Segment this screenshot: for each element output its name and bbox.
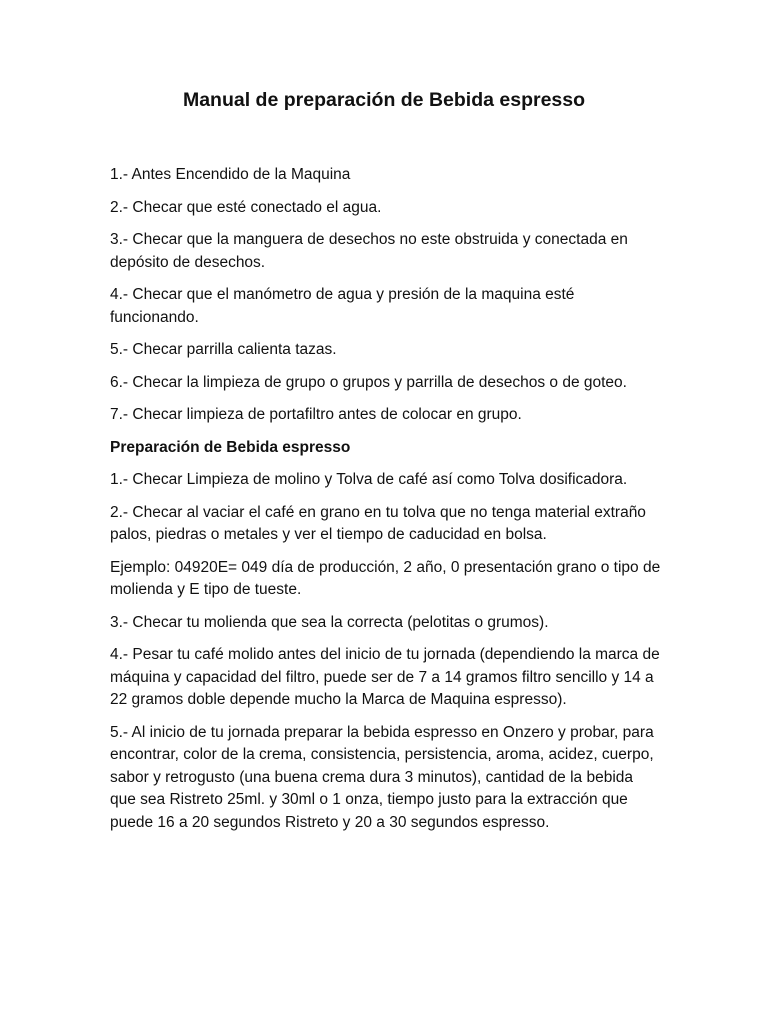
paragraph: 5.- Checar parrilla calienta tazas. [110,341,337,358]
paragraph: 2.- Checar que esté conectado el agua. [110,198,382,216]
paragraph: 7.- Checar limpieza de portafiltro antes de colocar en grupo. [110,406,522,423]
document-title: Manual de preparación de Bebida espresso [182,89,586,111]
paragraph: 4.- Checar que el manómetro de agua y presión de la maquina esté funcionando. [110,286,575,326]
paragraph: 1.- Checar Limpieza de molino y Tolva de café así como Tolva dosificadora. [110,471,628,488]
paragraph: 2.- Checar al vaciar el café en grano en tu tolva que no tenga material extraño palos, piedras o metales y ver el tiempo de caducidad en bolsa. [110,503,646,543]
paragraph: 6.- Checar la limpieza de grupo o grupos y parrilla de desechos o de goteo. [110,373,627,391]
paragraph: 1.- Antes Encendido de la Maquina [110,166,351,183]
paragraph: 5.- Al inicio de tu jornada preparar la bebida espresso en Onzero y probar, para encontrar, color de la crema, consistencia, persistencia, aroma, acidez, cuerpo, sabor y retrogusto (una buena crema dura 3 minutos), cantidad de la bebida que sea Ristreto 25ml. y 30ml o 1 onza, tiempo justo para la extracción que puede 16 a 20 segundos Ristreto y 20 a 30 segundos espresso. [110,723,654,831]
paragraph: 4.- Pesar tu café molido antes del inicio de tu jornada (dependiendo la marca de máquina y capacidad del filtro, puede ser de 7 a 14 gramos filtro sencillo y 14 a 22 gramos doble depende mucho la Marca de Maquina espresso). [110,646,660,708]
section-heading: Preparación de Bebida espresso [110,438,351,456]
paragraph: Ejemplo: 04920E= 049 día de producción, 2 año, 0 presentación grano o tipo de molienda y E tipo de tueste. [110,558,661,598]
document-body [110,164,662,844]
paragraph: 3.- Checar tu molienda que sea la correcta (pelotitas o grumos). [110,613,549,631]
paragraph: 3.- Checar que la manguera de desechos no este obstruida y conectada en depósito de desechos. [110,231,628,271]
